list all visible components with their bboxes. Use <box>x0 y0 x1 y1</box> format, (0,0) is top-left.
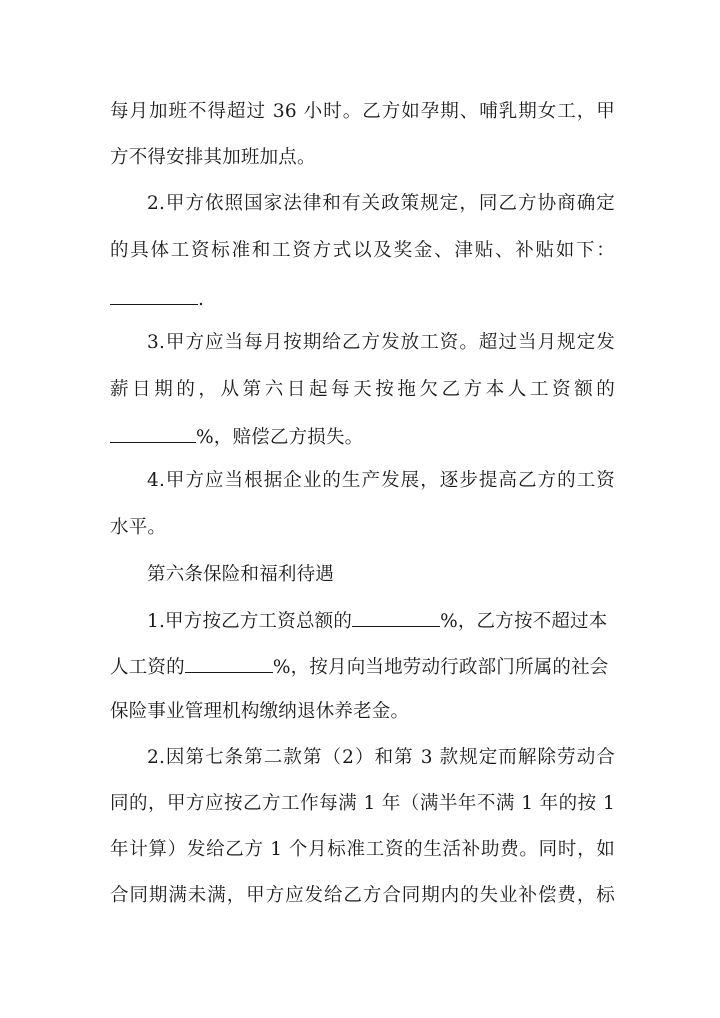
text-line: 2.甲方依照国家法律和有关政策规定，同乙方协商确定 <box>147 193 615 214</box>
text-line: 的具体工资标准和工资方式以及奖金、津贴、补贴如下： <box>110 240 615 261</box>
fill-blank <box>352 608 440 627</box>
text-line: 合同期满未满，甲方应发给乙方合同期内的失业补偿费，标 <box>110 885 615 906</box>
fill-blank <box>110 424 196 443</box>
text-line <box>147 608 615 634</box>
text-fragment: 人工资的 <box>110 657 185 678</box>
text-line: 4.甲方应当根据企业的生产发展，逐步提高乙方的工资 <box>147 470 615 491</box>
text-fragment: 1.甲方按乙方工资总额的 <box>147 611 353 632</box>
text-line: 同的，甲方应按乙方工作每满 1 年（满半年不满 1 年的按 1 <box>110 793 615 814</box>
text-line: 方不得安排其加班加点。 <box>110 147 316 168</box>
text-line: 每月加班不得超过 36 小时。乙方如孕期、哺乳期女工，甲 <box>110 101 615 122</box>
text-fragment: %，赔偿乙方损失。 <box>196 427 364 448</box>
text-line <box>110 654 615 680</box>
text-line <box>110 286 615 312</box>
text-line: 水平。 <box>110 517 167 538</box>
text-line: 3.甲方应当每月按期给乙方发放工资。超过当月规定发 <box>147 332 615 353</box>
fill-blank <box>185 654 273 673</box>
text-fragment: . <box>198 289 205 310</box>
text-line: 薪日期的，从第六日起每天按拖欠乙方本人工资额的 <box>110 379 615 400</box>
text-line: 2.因第七条第二款第（2）和第 3 款规定而解除劳动合 <box>147 747 615 768</box>
text-fragment: %，按月向当地劳动行政部门所属的社会 <box>272 657 609 678</box>
text-line: 年计算）发给乙方 1 个月标准工资的生活补助费。同时，如 <box>110 839 615 860</box>
text-fragment: %，乙方按不超过本 <box>440 611 608 632</box>
section-heading: 第六条保险和福利待遇 <box>147 564 335 585</box>
text-line: 保险事业管理机构缴纳退休养老金。 <box>110 701 410 722</box>
fill-blank <box>110 286 198 305</box>
text-line <box>110 424 615 450</box>
